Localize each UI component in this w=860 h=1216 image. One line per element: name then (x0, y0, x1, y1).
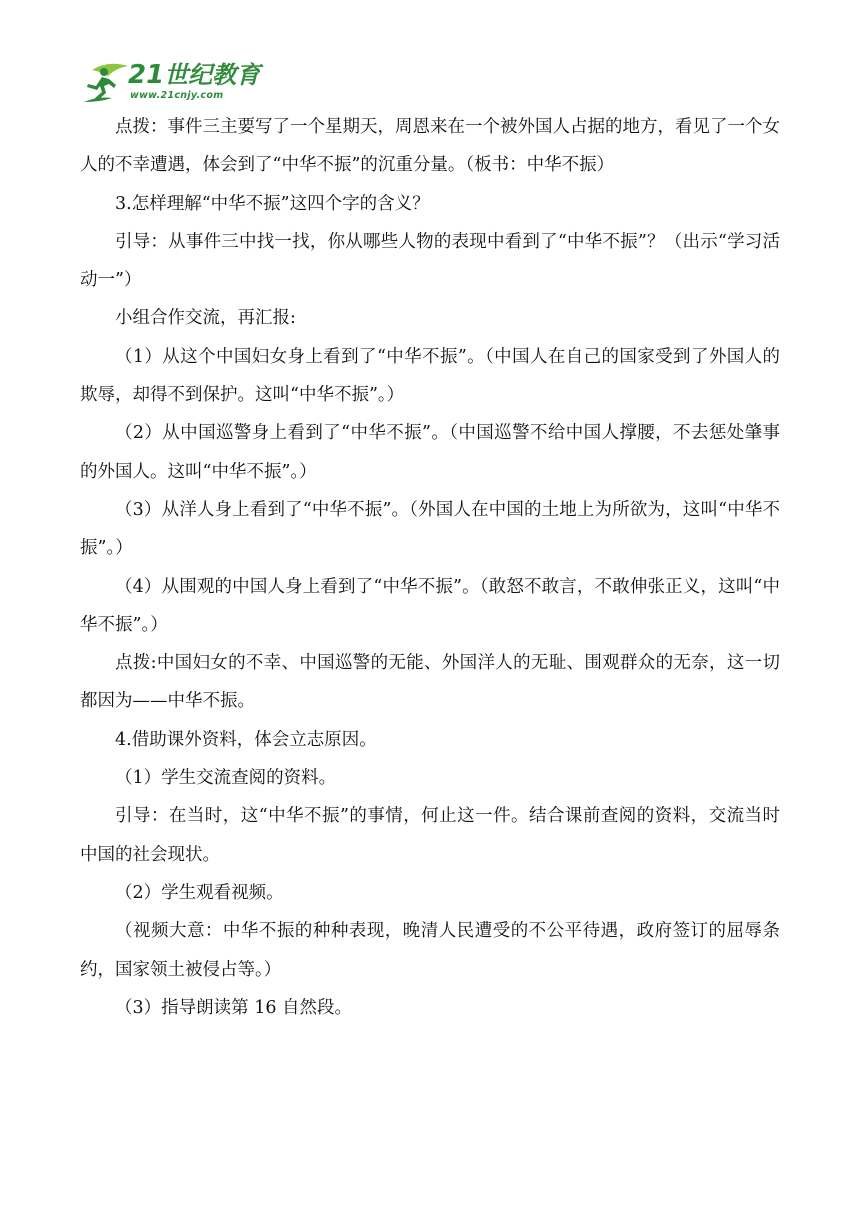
paragraph: 引导：在当时，这“中华不振”的事情，何止这一件。结合课前查阅的资料，交流当时中国的社会现状。 (80, 806, 780, 865)
document-body (80, 108, 780, 1027)
paragraph: （视频大意：中华不振的种种表现，晚清人民遭受的不公平待遇，政府签订的屈辱条约，国家领土被侵占等。） (80, 921, 780, 980)
logo-title (128, 62, 260, 88)
paragraph: 3.怎样理解“中华不振”这四个字的含义？ (115, 193, 430, 214)
paragraph: 点拨:中国妇女的不幸、中国巡警的无能、外国洋人的无耻、围观群众的无奈，这一切都因为——中华不振。 (80, 653, 780, 712)
running-figure-icon (78, 62, 130, 104)
paragraph: （1）学生交流查阅的资料。 (115, 768, 337, 789)
site-logo (78, 60, 261, 106)
paragraph: 引导：从事件三中找一找，你从哪些人物的表现中看到了“中华不振”？（出示“学习活动一”） (80, 231, 780, 291)
paragraph: 小组合作交流，再汇报: (115, 308, 296, 329)
paragraph: （3）从洋人身上看到了“中华不振”。（外国人在中国的土地上为所欲为，这叫“中华不振”。） (80, 499, 780, 559)
paragraph: 点拨：事件三主要写了一个星期天，周恩来在一个被外国人占据的地方，看见了一个女人的不幸遭遇，体会到了“中华不振”的沉重分量。（板书：中华不振） (80, 117, 780, 176)
paragraph: （3）指导朗读第 16 自然段。 (115, 997, 353, 1018)
paragraph: （2）学生观看视频。 (115, 882, 284, 903)
paragraph: （1）从这个中国妇女身上看到了“中华不振”。（中国人在自己的国家受到了外国人的欺辱，却得不到保护。这叫“中华不振”。） (80, 346, 780, 406)
paragraph: 4.借助课外资料，体会立志原因。 (115, 729, 377, 750)
logo-title-number: 21 (128, 60, 165, 90)
paragraph: （2）从中国巡警身上看到了“中华不振”。（中国巡警不给中国人撑腰，不去惩处肇事的外国人。这叫“中华不振”。） (80, 423, 780, 482)
logo-title-text: 世纪教育 (164, 61, 261, 89)
paragraph: （4）从围观的中国人身上看到了“中华不振”。（敢怒不敢言，不敢伸张正义，这叫“中华不振”。） (80, 576, 780, 635)
logo-url: www.21cnjy.com (130, 90, 224, 101)
